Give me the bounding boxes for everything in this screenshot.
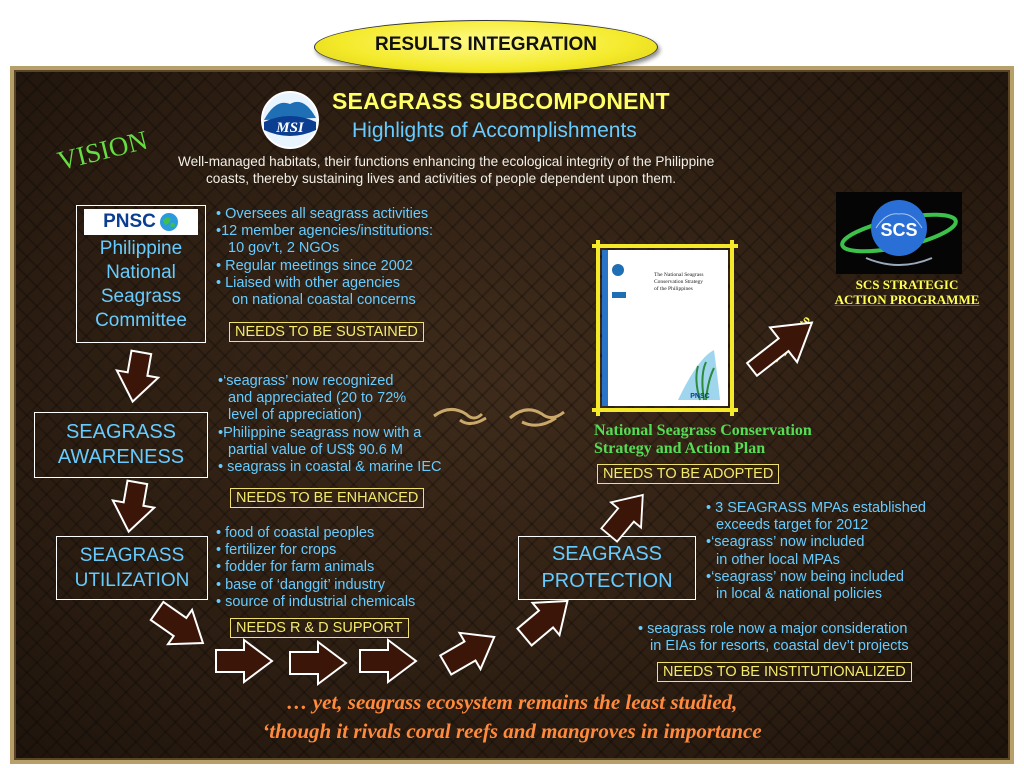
bullet-item: • seagrass in coastal & marine IEC [218,459,442,476]
msi-logo-icon [258,90,322,150]
bullet-item: • source of industrial chemicals [216,593,416,610]
banner-label: RESULTS INTEGRATION [374,34,598,55]
pnsc-name-line: Seagrass [100,286,182,307]
need-rd-support-badge: NEEDS R & D SUPPORT [230,618,409,638]
globe-icon [159,212,179,232]
need-enhanced-badge: NEEDS TO BE ENHANCED [230,488,424,508]
vision-line: Well-managed habitats, their functions enhancing the ecological integrity of the Philippine [178,154,715,169]
pnsc-name-line: Committee [95,310,187,331]
doc-title-line: The National Seagrass [654,272,704,278]
box-label-line: PROTECTION [541,570,673,592]
arrow-right-icon [288,640,348,686]
vision-label: VISION [54,124,151,177]
page-title: SEAGRASS SUBCOMPONENT [332,88,670,114]
caption-line: ACTION PROGRAMME [834,292,980,307]
scs-logo-text: SCS [880,220,918,240]
seagrass-utilization-box [56,536,208,600]
arrow-right-icon [358,638,418,684]
need-institutionalized-badge: NEEDS TO BE INSTITUTIONALIZED [657,662,912,682]
utilization-bullets [216,525,415,611]
bullet-item: exceeds target for 2012 [716,517,869,534]
bullet-item: • Oversees all seagrass activities [216,206,429,222]
bullet-item: • fertilizer for crops [216,542,337,559]
pnsc-name-line: Philippine [99,238,183,259]
caption-line: Strategy and Action Plan [594,440,766,457]
results-integration-banner [314,20,658,74]
arrow-up-right-icon [516,596,576,642]
doc-logo-text: PNSC [690,393,710,400]
seagrass-awareness-box [34,412,208,478]
bullet-item: on national coastal concerns [232,292,416,309]
footer-line: … yet, seagrass ecosystem remains the least studied, [286,690,738,714]
footer-line: ‘though it rivals coral reefs and mangroves in importance [262,719,762,743]
decorative-swirl-icon [430,400,570,430]
box-label-line: SEAGRASS [65,421,177,443]
pnsc-name [77,237,205,333]
box-label-line: SEAGRASS [79,545,185,566]
vision-statement [178,153,918,187]
arrow-up-right-icon [740,316,824,376]
need-adopted-badge: NEEDS TO BE ADOPTED [597,464,779,484]
arrow-right-icon [214,638,274,684]
arrow-down-icon [110,480,156,534]
box-label-line: UTILIZATION [74,570,190,591]
bullet-item: • food of coastal peoples [216,525,375,541]
arrow-up-right-icon [598,492,654,538]
doc-title-line: of the Philippines [654,286,693,292]
bullet-item: 10 gov’t, 2 NGOs [228,240,340,257]
arrow-down-icon [114,350,160,404]
bullet-item: •‘seagrass’ now being included [706,568,904,585]
bullet-item: • fodder for farm animals [216,559,375,576]
arrow-right-icon [150,604,210,650]
bullet-item: in other local MPAs [716,551,840,568]
bullet-item: •12 member agencies/institutions: [216,223,434,240]
awareness-bullets [218,373,441,476]
bullet-item: •‘seagrass’ now recognized [218,373,394,389]
bullet-item: • 3 SEAGRASS MPAs established [706,500,926,516]
bullet-item: • base of ‘danggit’ industry [216,576,385,593]
bullet-item: •Philippine seagrass now with a [218,424,422,441]
pnsc-box [76,205,206,343]
pnsc-logo-text: PNSC [103,211,156,232]
caption-line: SCS STRATEGIC [855,277,959,292]
pnsc-name-line: National [106,262,176,283]
bullet-item: in EIAs for resorts, coastal dev’t projects [650,638,909,655]
msi-logo-text: MSI [276,120,304,136]
nscsap-caption [594,422,812,458]
vision-line: coasts, thereby sustaining lives and activities of people dependent upon them. [206,171,677,186]
caption-line: National Seagrass Conservation [594,422,812,439]
protection-bullets [706,500,926,603]
arrow-up-right-icon [440,628,500,674]
seagrass-protection-box [518,536,696,600]
box-label-line: AWARENESS [57,446,185,468]
bullet-item: • Regular meetings since 2002 [216,257,413,274]
bullet-item: •‘seagrass’ now included [706,534,865,551]
need-sustained-badge: NEEDS TO BE SUSTAINED [229,322,424,342]
scs-caption [818,277,996,307]
bullet-item: • Liaised with other agencies [216,274,401,291]
bullet-item: • seagrass role now a major consideration [638,621,908,637]
doc-title-line: Conservation Strategy [654,279,704,285]
box-label-line: SEAGRASS [551,543,663,565]
bullet-item: and appreciated (20 to 72% [228,390,407,407]
page-subtitle: Highlights of Accomplishments [352,119,637,142]
bullet-item: in local & national policies [716,586,883,603]
bullet-item: level of appreciation) [228,407,362,424]
nscsap-document-thumbnail [588,240,742,416]
bullet-item: partial value of US$ 90.6 M [228,441,403,458]
scs-logo-icon [836,192,962,274]
pnsc-bullets [216,206,433,309]
pnsc-logo [84,209,198,235]
protection-bullets-eia [638,621,909,655]
